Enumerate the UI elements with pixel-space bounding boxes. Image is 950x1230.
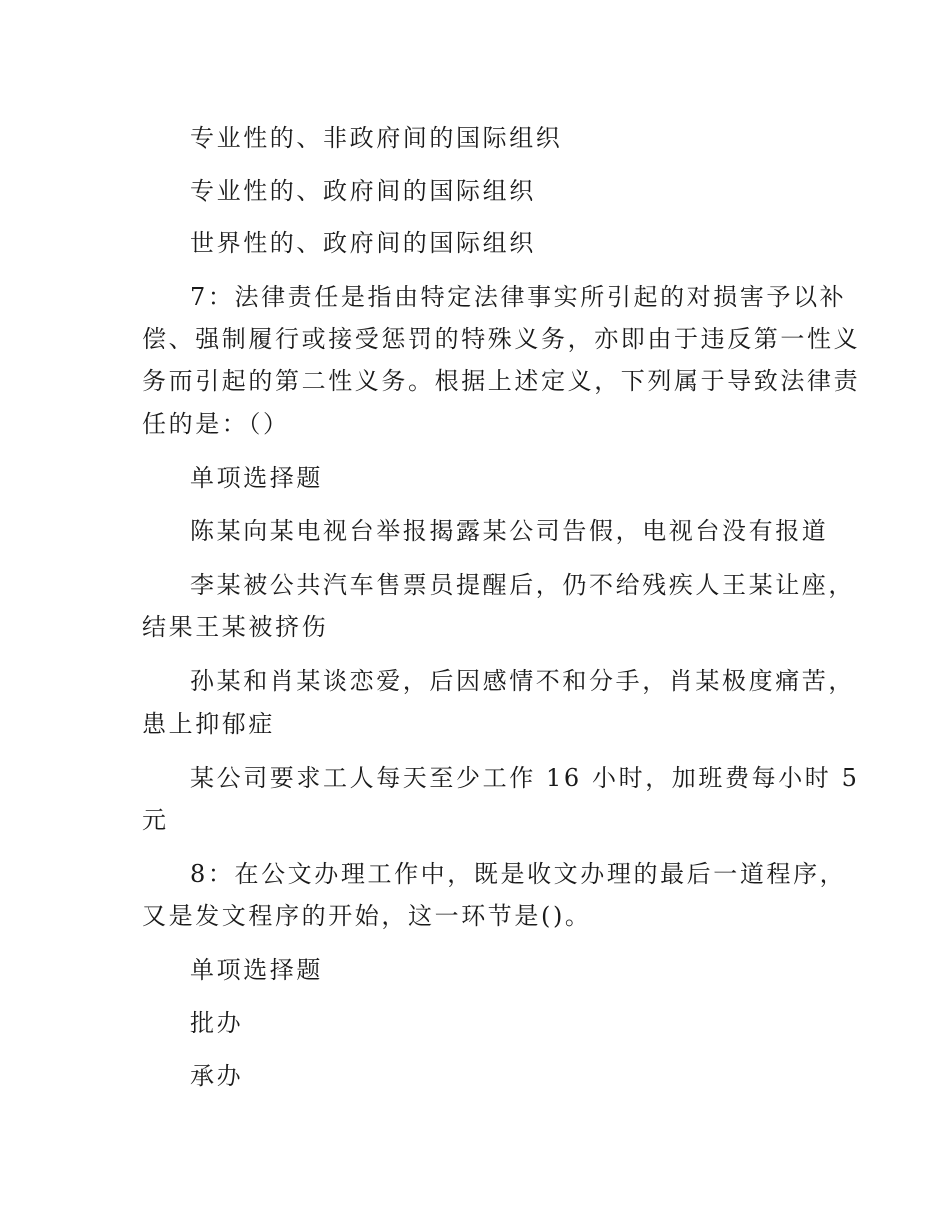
- q7-stem-line-2: 偿、强制履行或接受惩罚的特殊义务，亦即由于违反第一性义: [142, 325, 861, 353]
- q7-option-d-line-1: 某公司要求工人每天至少工作 16 小时，加班费每小时 5: [190, 764, 860, 792]
- q8-stem-line-1: 8：在公文办理工作中，既是收文办理的最后一道程序，: [190, 860, 847, 888]
- q7-question-type: 单项选择题: [190, 464, 323, 492]
- q7-option-c-line-1: 孙某和肖某谈恋爱，后因感情不和分手，肖某极度痛苦，: [190, 667, 855, 695]
- q7-option-c-line-2: 患上抑郁症: [142, 710, 275, 738]
- q7-option-b-line-1: 李某被公共汽车售票员提醒后，仍不给残疾人王某让座，: [190, 571, 855, 599]
- q8-question-type: 单项选择题: [190, 956, 323, 984]
- prev-option-3: 世界性的、政府间的国际组织: [190, 229, 536, 257]
- q7-stem-line-3: 务而引起的第二性义务。根据上述定义，下列属于导致法律责: [142, 367, 861, 395]
- q7-option-d-line-2: 元: [142, 806, 169, 834]
- q7-stem-line-4: 任的是：（）: [142, 410, 290, 438]
- q8-stem-line-2: 又是发文程序的开始，这一环节是()。: [142, 902, 592, 930]
- q7-option-b-line-2: 结果王某被挤伤: [142, 613, 329, 641]
- q7-stem-line-1: 7：法律责任是指由特定法律事实所引起的对损害予以补: [190, 283, 847, 311]
- prev-option-2: 专业性的、政府间的国际组织: [190, 177, 536, 205]
- q8-option-b: 承办: [190, 1062, 244, 1090]
- q8-option-a: 批办: [190, 1009, 244, 1037]
- prev-option-1: 专业性的、非政府间的国际组织: [190, 124, 563, 152]
- q7-option-a: 陈某向某电视台举报揭露某公司告假，电视台没有报道: [190, 517, 829, 545]
